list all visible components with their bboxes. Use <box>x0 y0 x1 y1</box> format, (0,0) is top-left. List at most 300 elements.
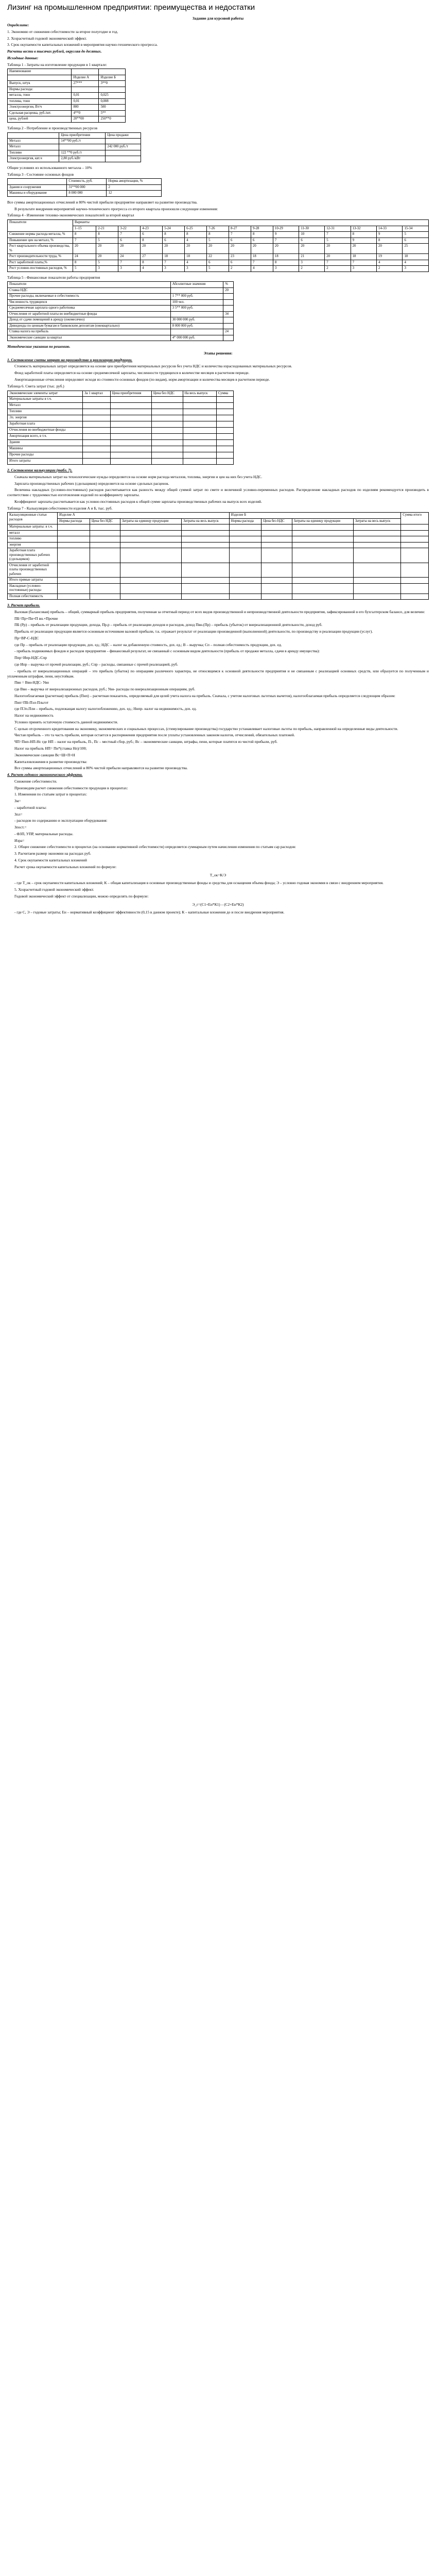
table-cell <box>183 403 216 409</box>
table-cell: 5 <box>207 266 229 272</box>
table-cell: 3 <box>403 266 429 272</box>
table-row <box>8 244 429 254</box>
table-cell <box>151 415 183 421</box>
table-cell <box>72 69 99 75</box>
table-header: 11-30 <box>299 226 325 231</box>
table-cell: 30 000 000 руб. <box>170 317 223 323</box>
table-cell: 5 <box>207 238 229 243</box>
table-cell <box>58 594 90 599</box>
table-cell: Доход от сдачи помещений в аренду (ежемесячно) <box>8 317 171 323</box>
table-cell: 8 <box>351 232 376 238</box>
table-cell: 2 <box>107 184 162 190</box>
table-cell <box>261 530 292 536</box>
table-cell: 9 <box>377 232 403 238</box>
table-cell: 6 <box>299 238 325 243</box>
table7-caption: Таблица 7 - Калькуляция себестоимости изделия А и Б, тыс. руб. <box>7 505 113 511</box>
table-cell <box>120 583 181 594</box>
table-row <box>8 323 234 329</box>
table-header: Показатели <box>8 282 171 287</box>
table-row <box>8 536 429 542</box>
table-cell: Ставка НДС <box>8 287 171 293</box>
table-cell <box>99 69 126 75</box>
stages-label: Этапы решения: <box>203 350 233 355</box>
table-cell: Амортизация всего, в т.ч. <box>8 434 83 440</box>
table-header: 10-29 <box>273 226 299 231</box>
table-cell: 8 <box>141 238 163 243</box>
paragraph: 2. Общее снижение себестоимости в процентах (на основании нормативной себестоимости) определяется суммарным путем начисления изменения по статьям сар расходов: <box>14 844 296 850</box>
table-cell <box>401 563 429 577</box>
table-header: Затраты на весь выпуск <box>353 518 400 524</box>
table7-group-b: Изделие Б <box>229 513 401 518</box>
stage2-p3: Величина накладных (условно-постоянных) расходов рассчитывается как разность между общей суммой затрат по смете и величиной условно-переменных расходов. Распределение накладных расходов по изделиям рекомендуется производить в соответствии с трудоемкостью изготовления изделий по коэффициенту зарплаты. <box>7 487 429 498</box>
table-cell: 21 <box>299 254 325 260</box>
table-row <box>8 542 429 548</box>
table-row <box>8 594 429 599</box>
table2 <box>7 132 141 162</box>
table-cell: Цена продажи <box>106 132 141 138</box>
paragraph: Зпост.= <box>14 825 27 830</box>
table-cell: 20 <box>96 254 118 260</box>
table4 <box>7 219 429 272</box>
paragraph: Изра= <box>14 838 25 843</box>
paragraph: Производим расчет снижения себестоимости продукции в процентах: <box>14 785 128 790</box>
table-cell: 242 000 руб./т <box>106 144 141 150</box>
table-cell: 12 <box>107 191 162 196</box>
table-cell <box>151 403 183 409</box>
table-cell <box>59 144 106 150</box>
table-cell: 0,01 <box>72 98 99 104</box>
table-cell: 1 7** 000 руб. <box>170 294 223 299</box>
paragraph: Налог на недвижимость <box>14 713 54 718</box>
table-cell <box>229 536 261 542</box>
paragraph: - прибыль подвижимых фондов и расходов предприятия – финансовый результат, не связанный с основным видом деятельности (прибыль от продажи металла, сдачи в аренду имущества): <box>14 649 320 654</box>
table-cell <box>106 156 141 162</box>
stage4-text <box>7 779 429 870</box>
table-row <box>8 294 234 299</box>
table-cell <box>292 578 353 583</box>
table-row <box>8 306 234 311</box>
table5-caption: Таблица 5 - Финансовые показатели работы предприятия <box>7 275 100 280</box>
table-cell: 8 <box>377 238 403 243</box>
table-header: Цена приобретения <box>110 391 151 396</box>
table-cell: 10 <box>299 232 325 238</box>
table-cell: 6 <box>141 232 163 238</box>
table-cell: Материальные затраты: в т.ч. <box>8 524 58 530</box>
table-row <box>8 179 162 184</box>
table-cell <box>182 594 229 599</box>
table-header: 3-22 <box>118 226 141 231</box>
paragraph: Годовой экономический эффект от специализации, можно определять по формуле: <box>14 893 149 899</box>
table-cell <box>120 563 181 577</box>
table-cell: 20 <box>325 254 351 260</box>
table-cell: 7 <box>351 260 376 265</box>
table-row <box>8 563 429 577</box>
table-cell: топливо <box>8 536 58 542</box>
table-cell: 100 чел. <box>170 299 223 305</box>
table-cell: 20 <box>185 244 207 254</box>
stage1-p1: Стоимость материальных затрат определяется на основе цен приобретения материальных ресурсов без учета НДС и количества израсходованных материальных ресурсов. <box>14 364 292 369</box>
table-cell <box>58 578 90 583</box>
table-cell: 6 <box>207 260 229 265</box>
table-cell <box>106 138 141 144</box>
table-row <box>8 87 126 92</box>
table4-caption: Таблица 4 - Изменение технико-экономических показателей за второй квартал <box>7 213 134 218</box>
table-row <box>8 93 126 98</box>
stage4-end: - где С, Э – годовые затраты; Ен – нормативный коэффициент эффективности (0,15 в данном проекте); К – капитальные вложения до и после внедрения мероприятия. <box>14 910 285 915</box>
table-cell <box>216 440 233 446</box>
table-cell <box>72 87 99 92</box>
table-cell <box>401 530 429 536</box>
table-header: Затраты на единицу продукции <box>120 518 181 524</box>
table-row <box>8 578 429 583</box>
table-cell: Электроэнергии, Вт/ч <box>8 105 72 110</box>
table-cell: Наименование <box>8 69 72 75</box>
table-cell: Отчисления во внебюджетные фонды <box>8 428 83 434</box>
table-cell: 8 <box>273 260 299 265</box>
table-row <box>8 440 234 446</box>
table-cell <box>261 563 292 577</box>
table-cell: 800 <box>72 105 99 110</box>
table-cell: 14**00 руб./т <box>59 138 106 144</box>
table-header: 7-26 <box>207 226 229 231</box>
paragraph: ПБ (Рр) – прибыль от реализации продукции, дохода, Пр.р – прибыль от реализации доходов и расходов, доход Пвн.(Пр) – прибыль (убыток) от внереализационной деятельности, доход руб. <box>14 622 323 628</box>
table7-sum-header: Сумма итого <box>401 513 429 524</box>
table-cell: Рост производительности труда, % <box>8 254 73 260</box>
table-cell: 24 <box>223 329 234 335</box>
table-row <box>8 415 234 421</box>
table-cell: 8 <box>207 232 229 238</box>
table-cell <box>58 536 90 542</box>
table-cell <box>83 446 110 452</box>
table-cell <box>110 434 151 440</box>
table-header-row <box>8 518 429 524</box>
table-row <box>8 150 141 156</box>
table-header: Нормы расхода <box>229 518 261 524</box>
table-cell <box>58 542 90 548</box>
table-row <box>8 530 429 536</box>
table-header: Показатели <box>8 220 73 232</box>
table-cell <box>401 536 429 542</box>
table-cell: 20 <box>207 244 229 254</box>
table-cell <box>151 428 183 434</box>
table-cell <box>216 434 233 440</box>
table-row <box>8 299 234 305</box>
table-header: 5-24 <box>163 226 185 231</box>
table-cell <box>229 563 261 577</box>
table-row <box>8 238 429 243</box>
table-cell <box>151 440 183 446</box>
table-cell: 20 <box>351 244 376 254</box>
table-cell: Металл <box>8 144 59 150</box>
table-header: Сумма <box>216 391 233 396</box>
table-cell <box>216 421 233 428</box>
paragraph: Прибыль от реализации продукции является основным источником валовой прибыли, т.к. отражает результат от реализации произведенной (выполненной) деятельности, по производству и реализации продукции (услуг). <box>14 629 373 634</box>
table-cell <box>110 409 151 415</box>
stage2-p2: Зарплата производственных рабочих (сдельщиков) определяется на основе сдельных расценок. <box>14 481 169 486</box>
table-cell: Топливо <box>8 150 59 156</box>
table-cell: Рост квартального объема производства, % <box>8 244 73 254</box>
table-cell: Численность трудящихся <box>8 299 171 305</box>
table-cell <box>183 452 216 459</box>
table-cell: 18 <box>351 254 376 260</box>
table-cell: Цена приобретения <box>59 132 106 138</box>
table-cell: Накладные (условно-постоянные) расходы <box>8 583 58 594</box>
table-cell: Ставка налога на прибыль <box>8 329 171 335</box>
table7-group-a: Изделие А <box>58 513 230 518</box>
table-cell: 20 <box>229 244 251 254</box>
table-cell <box>120 548 181 563</box>
table-cell <box>182 583 229 594</box>
table-cell: 6 <box>229 238 251 243</box>
table-cell <box>106 150 141 156</box>
table-cell <box>183 428 216 434</box>
table-row <box>8 138 141 144</box>
table-cell <box>151 397 183 403</box>
table-row <box>8 98 126 104</box>
table-header: 12-31 <box>325 226 351 231</box>
table-cell: 6 <box>251 238 273 243</box>
table-cell: Дивиденды по ценным бумагам и банковским депозитам (ежеквартально) <box>8 323 171 329</box>
table-cell: 5 <box>73 266 96 272</box>
table-cell: 6 <box>229 260 251 265</box>
table-cell: Выпуск, штук <box>8 81 72 87</box>
given-label: Определите: <box>7 23 29 28</box>
table-cell: 7 <box>325 260 351 265</box>
table-cell <box>292 548 353 563</box>
table-cell <box>183 421 216 428</box>
table-cell <box>110 403 151 409</box>
table-cell: 0,008 <box>99 98 126 104</box>
table-cell: 8 000 000 <box>67 191 107 196</box>
table-cell <box>182 542 229 548</box>
table-cell: Прочие расходы <box>8 452 83 459</box>
table-cell: 31**00 000 <box>67 184 107 190</box>
table-cell: 500 <box>99 105 126 110</box>
table-cell: 250**0 <box>99 116 126 122</box>
table-cell: 4 <box>185 260 207 265</box>
table-cell: Машины и оборудование <box>8 191 67 196</box>
table-header: Цена без НДС <box>90 518 120 524</box>
table-row <box>8 329 234 335</box>
table-cell: 8 <box>141 260 163 265</box>
table-cell <box>216 409 233 415</box>
table-cell <box>182 530 229 536</box>
table-cell: 7 <box>273 238 299 243</box>
table-header: 9-28 <box>251 226 273 231</box>
table-cell: 22 <box>207 254 229 260</box>
page-title: Лизинг на промышленном предприятии: преимущества и недостатки <box>7 3 255 12</box>
table-cell: 20 <box>96 244 118 254</box>
table-cell: 6 <box>403 238 429 243</box>
table-cell <box>353 583 400 594</box>
table-cell <box>229 530 261 536</box>
table3-note2: В результате внедрения мероприятий научно-технического прогресса со второго квартала произошли следующие изменения: <box>14 206 218 211</box>
table3 <box>7 178 162 196</box>
units-note: Расчеты вести в тысячах рублей, округляя до десятых. <box>7 49 102 54</box>
table-cell: 20 <box>141 244 163 254</box>
table-cell <box>353 578 400 583</box>
table3-caption: Таблица 3 - Состояние основных фондов <box>7 172 74 177</box>
table-header: Затраты на весь выпуск <box>182 518 229 524</box>
paragraph: Пнп=ПБ-Пэл-Пльгот <box>14 700 49 705</box>
table-cell <box>223 317 234 323</box>
table-cell <box>216 428 233 434</box>
table-cell <box>90 563 120 577</box>
table-cell <box>292 563 353 577</box>
table-cell <box>170 287 223 293</box>
table-row <box>8 232 429 238</box>
table-cell <box>83 397 110 403</box>
assignment-heading: Задание для курсовой работы <box>192 16 244 21</box>
table-row <box>8 317 234 323</box>
table-cell <box>83 459 110 465</box>
table-cell: 8 <box>73 260 96 265</box>
table-cell <box>83 403 110 409</box>
table-cell <box>353 548 400 563</box>
table6-caption: Таблица 6. Смета затрат (тыс. руб.) <box>7 383 64 388</box>
table-cell: 5 <box>325 238 351 243</box>
table-row <box>8 260 429 265</box>
paragraph: Зм= <box>14 799 21 804</box>
table-cell: 4 <box>141 266 163 272</box>
table-cell <box>120 530 181 536</box>
table-cell: 3 <box>299 260 325 265</box>
table-cell: 8 <box>163 232 185 238</box>
paragraph: ЧП=Пнп-НП-Нс где НП – налог на прибыль, П-, Пс – местный сбор, руб.; Вс – экономические санкции, штрафы, пени, которые платятся из чистой прибыли, руб. <box>14 739 278 744</box>
table-cell <box>229 594 261 599</box>
table-cell: 9 <box>273 232 299 238</box>
table-row <box>8 287 234 293</box>
table-cell <box>292 583 353 594</box>
table-cell: Изделие Б <box>99 75 126 80</box>
method-heading: Методические указания по решению. <box>7 344 71 349</box>
table-row <box>8 548 429 563</box>
table-cell: 8 <box>96 232 118 238</box>
table-header: 6-25 <box>185 226 207 231</box>
table-row <box>8 191 162 196</box>
table-cell: 18 <box>403 254 429 260</box>
table-cell <box>110 452 151 459</box>
table-cell <box>223 323 234 329</box>
table-cell: 3 <box>185 266 207 272</box>
table-cell: энергия <box>8 542 58 548</box>
table-cell: 3 <box>351 266 376 272</box>
table-cell <box>110 397 151 403</box>
table-header: 13-32 <box>351 226 376 231</box>
table-cell <box>110 446 151 452</box>
table-cell: 7 <box>325 232 351 238</box>
table-row <box>8 156 141 162</box>
table-row <box>8 403 234 409</box>
table-header: Варианты <box>73 220 429 226</box>
table-cell: Отчисления от заработной платы производственных рабочих <box>8 563 58 577</box>
table-cell <box>8 132 59 138</box>
paragraph: где Ипр – выручка от прочей реализации, руб.; Спр – расходы, связанные с прочей реализацией, руб. <box>14 662 178 667</box>
table-cell <box>216 446 233 452</box>
table-cell <box>8 179 67 184</box>
table-cell: 20 <box>273 244 299 254</box>
page <box>0 0 436 924</box>
table-cell <box>110 459 151 465</box>
table-cell: Машины <box>8 446 83 452</box>
table-cell: 8 000 000 руб. <box>170 323 223 329</box>
paragraph: ПБ=Пр+Пи+П вн.+Прочие <box>14 616 58 621</box>
table-cell <box>401 524 429 530</box>
table-header: Затраты на единицу продукции <box>292 518 353 524</box>
table-cell <box>151 459 183 465</box>
table-cell: 2 <box>377 266 403 272</box>
table-cell: Заработная плата производственных рабочих (сдельщиков) <box>8 548 58 563</box>
table-cell <box>183 434 216 440</box>
paragraph: - расходов по содержанию и эксплуатации оборудования: <box>14 818 108 823</box>
source-label: Исходные данные: <box>7 55 39 60</box>
table-header: % <box>223 282 234 287</box>
table-cell <box>83 452 110 459</box>
table-cell: 27 <box>141 254 163 260</box>
paragraph: С целью отсроченного кредитования на экономику, экономических и социальных процессах, (стимулирование производства) государство устанавливает налоговые льготы по прибыль, направленной на определенные виды деятельности. <box>14 726 398 731</box>
table-cell: Металл <box>8 403 83 409</box>
table-cell <box>58 583 90 594</box>
table-row <box>8 311 234 317</box>
table-cell <box>401 542 429 548</box>
stage4-after-text <box>7 880 429 899</box>
table-row <box>8 409 234 415</box>
table-row <box>8 446 234 452</box>
table-cell: 34 <box>223 311 234 317</box>
stage1-p3: Амортизационные отчисления определяют исходя из стоимости основных фондов (по видам), норм амортизации и количества месяцев в расчетном периоде. <box>14 377 270 382</box>
table-cell: 7 <box>73 238 96 243</box>
table-cell: 2 <box>325 266 351 272</box>
paragraph: 1. Изменения по статьям затрат в процентах: <box>14 792 88 797</box>
table-cell <box>183 446 216 452</box>
table-cell: металл <box>8 530 58 536</box>
table-cell <box>292 530 353 536</box>
assignment-item: 3. Срок окупаемости капитальных вложений в мероприятия научно-технического прогресса. <box>7 42 158 47</box>
table-cell <box>261 583 292 594</box>
paragraph: 5. Хозрасчетный годовой экономический эффект. <box>14 887 94 892</box>
table-row <box>8 105 126 110</box>
stage2-p4: Коэффициент зарплаты рассчитывается как условно-постоянных расходов к общей сумме зарплаты производственных рабочих на выпуск всех изделий. <box>14 499 262 504</box>
table-cell <box>182 578 229 583</box>
table-cell: 20 <box>163 244 185 254</box>
table-cell: 5 <box>96 260 118 265</box>
table1 <box>7 69 126 122</box>
table-cell <box>182 548 229 563</box>
table-cell <box>110 421 151 428</box>
paragraph: Все суммы амортизационных отчислений и 80% чистой прибыли направляются на развитие производства. <box>14 766 188 771</box>
table-cell <box>182 563 229 577</box>
table-cell <box>292 524 353 530</box>
table-cell <box>292 536 353 542</box>
table-cell <box>183 459 216 465</box>
table-cell <box>261 548 292 563</box>
stage3-title: 3. Расчет прибыли. <box>7 603 40 608</box>
paragraph: 4. Срок окупаемости капитальных вложений <box>14 857 87 862</box>
table-cell <box>90 524 120 530</box>
table-cell <box>120 524 181 530</box>
table-cell: 4* 000 000 руб. <box>170 335 223 341</box>
table-row <box>8 110 126 116</box>
table-row <box>8 428 234 434</box>
table-cell <box>151 421 183 428</box>
table-cell: Итого прямые затраты <box>8 578 58 583</box>
table-cell: 0,01 <box>72 93 99 98</box>
table-cell <box>58 524 90 530</box>
table-cell: Металл <box>8 138 59 144</box>
table-cell <box>83 428 110 434</box>
table-cell: 9 <box>351 238 376 243</box>
table-cell: 2 <box>229 266 251 272</box>
